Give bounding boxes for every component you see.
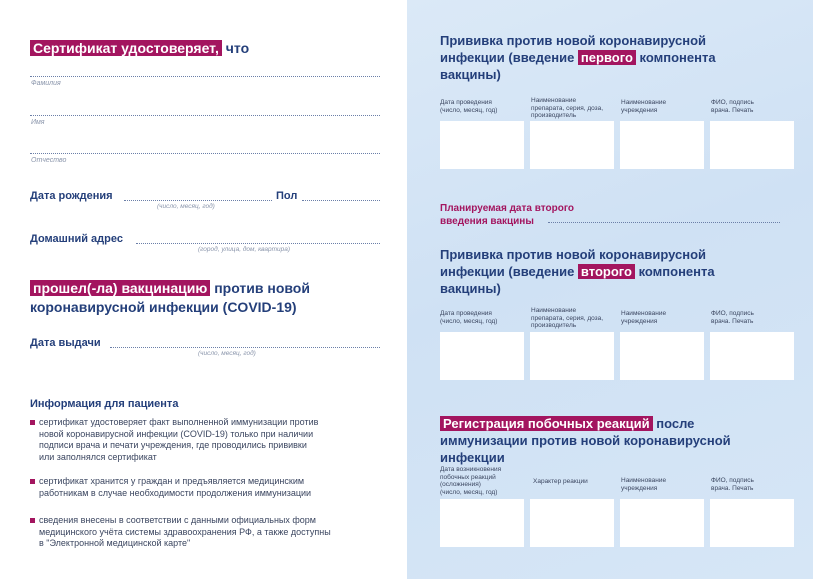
col-line: препарата, серия, доза,	[531, 104, 604, 112]
bullet-square-icon	[30, 518, 35, 523]
second-col-institution-header	[621, 310, 705, 325]
first-institution-cell[interactable]	[620, 121, 704, 169]
side-doctor-cell[interactable]	[710, 499, 794, 547]
first-title-line1: Прививка против новой коронавирусной	[440, 33, 707, 48]
vaccination-line2: коронавирусной инфекции (COVID-19)	[30, 299, 297, 315]
second-title-line3: вакцины)	[440, 281, 501, 296]
first-title-line3: вакцины)	[440, 67, 501, 82]
surname-caption: Фамилия	[31, 80, 61, 87]
planned-second-date	[440, 202, 740, 228]
info-item-3-line1: сведения внесены в соответствии с данными официальных форм	[39, 515, 316, 525]
first-title-pre: инфекции (введение	[440, 50, 578, 65]
patient-info-item	[30, 515, 390, 550]
info-item-1-line3: подписи врача и печати учреждения, где проводились прививки	[39, 440, 307, 450]
planned-line2: введения вакцины	[440, 216, 534, 227]
col-line: Наименование	[621, 99, 667, 106]
certificate-title-highlight: Сертификат удостоверяет,	[30, 40, 222, 56]
side-effects-title-line3: инфекции	[440, 450, 505, 465]
issue-date-hint: (число, месяц, год)	[198, 350, 256, 357]
certificate-title-rest: что	[221, 40, 250, 56]
second-col-drug-header	[531, 307, 615, 330]
col-line: Дата возникновения	[440, 466, 502, 473]
patient-info-item	[30, 417, 390, 463]
address-line[interactable]	[136, 243, 380, 244]
col-line: учреждения	[621, 317, 658, 325]
second-title-line2	[440, 263, 785, 280]
bullet-square-icon	[30, 479, 35, 484]
side-date-cell[interactable]	[440, 499, 524, 547]
second-institution-cell[interactable]	[620, 332, 704, 380]
birth-date-line[interactable]	[124, 200, 272, 201]
side-effects-title-post: после	[652, 416, 695, 431]
second-title-highlight: второго	[578, 264, 635, 279]
planned-date-line[interactable]	[548, 222, 780, 223]
col-line: Характер реакции	[533, 478, 588, 485]
side-institution-cell[interactable]	[620, 499, 704, 547]
col-line: Наименование	[531, 307, 577, 314]
surname-line[interactable]	[30, 76, 380, 77]
col-line: побочных реакций	[440, 473, 496, 481]
info-item-1-line4: или заполнялся сертификат	[39, 451, 157, 462]
side-effects-title-line1	[440, 415, 785, 432]
second-col-date-header	[440, 310, 524, 325]
info-item-1-line1: сертификат удостоверяет факт выполненной иммунизации против	[39, 417, 319, 427]
first-col-doctor-header	[711, 99, 795, 114]
info-item-2-line2: работникам в случае необходимости продолжения иммунизации	[39, 487, 312, 498]
col-line: ФИО, подпись	[711, 310, 754, 317]
first-drug-cell[interactable]	[530, 121, 614, 169]
first-title-highlight: первого	[578, 50, 636, 65]
second-title-post: компонента	[634, 264, 715, 279]
side-col-date-header	[440, 466, 524, 496]
info-item-3-line2: медицинского учёта системы здравоохранения РФ, а также доступны	[39, 526, 331, 537]
patronymic-line[interactable]	[30, 153, 380, 154]
patient-info-item	[30, 476, 390, 499]
info-item-1-line2: новой коронавирусной инфекции (COVID-19) только при наличии	[39, 428, 314, 439]
side-reaction-cell[interactable]	[530, 499, 614, 547]
address-label: Домашний адрес	[30, 233, 123, 245]
info-item-2-line1: сертификат хранится у граждан и предъявляется медицинским	[39, 476, 305, 486]
col-line: Наименование	[621, 477, 667, 484]
birth-date-hint: (число, месяц, год)	[157, 203, 215, 210]
side-effects-title	[440, 415, 785, 466]
col-line: препарата, серия, доза,	[531, 314, 604, 322]
vaccination-statement	[30, 279, 390, 317]
first-title-line2	[440, 49, 785, 66]
col-line: (осложнения)	[440, 481, 481, 488]
second-component-title	[440, 246, 785, 297]
col-line: врача. Печать	[711, 484, 754, 492]
col-line: учреждения	[621, 106, 658, 114]
second-doctor-cell[interactable]	[710, 332, 794, 380]
col-line: производитель	[531, 322, 577, 329]
first-date-cell[interactable]	[440, 121, 524, 169]
bullet-square-icon	[30, 420, 35, 425]
second-date-cell[interactable]	[440, 332, 524, 380]
col-line: ФИО, подпись	[711, 477, 754, 484]
col-line: (число, месяц, год)	[440, 488, 498, 496]
second-title-pre: инфекции (введение	[440, 264, 578, 279]
col-line: Наименование	[621, 310, 667, 317]
issue-date-line[interactable]	[110, 347, 380, 348]
issue-date-label: Дата выдачи	[30, 337, 101, 349]
side-col-doctor-header	[711, 477, 795, 492]
side-effects-title-line2: иммунизации против новой коронавирусной	[440, 433, 731, 448]
vaccination-highlight: прошел(-ла) вакцинацию	[30, 280, 210, 296]
col-line: учреждения	[621, 484, 658, 492]
sex-label: Пол	[276, 190, 298, 202]
first-doctor-cell[interactable]	[710, 121, 794, 169]
first-component-title	[440, 32, 785, 83]
patient-info-title: Информация для пациента	[30, 398, 179, 410]
second-col-doctor-header	[711, 310, 795, 325]
birth-date-label: Дата рождения	[30, 190, 113, 202]
col-line: производитель	[531, 112, 577, 119]
col-line: Дата проведения	[440, 99, 492, 106]
col-line: (число, месяц, год)	[440, 106, 498, 114]
vaccination-line1-rest: против новой	[210, 280, 310, 296]
side-effects-highlight: Регистрация побочных реакций	[440, 416, 653, 431]
info-item-3-line3: в "Электронной медицинской карте"	[39, 538, 191, 548]
first-title-post: компонента	[635, 50, 716, 65]
sex-line[interactable]	[302, 200, 380, 201]
first-col-institution-header	[621, 99, 705, 114]
col-line: врача. Печать	[711, 317, 754, 325]
second-drug-cell[interactable]	[530, 332, 614, 380]
col-line: ФИО, подпись	[711, 99, 754, 106]
name-line[interactable]	[30, 115, 380, 116]
first-col-date-header	[440, 99, 524, 114]
side-col-institution-header	[621, 477, 705, 492]
col-line: (число, месяц, год)	[440, 317, 498, 325]
side-col-reaction-header	[533, 478, 617, 486]
col-line: Наименование	[531, 97, 577, 104]
col-line: врача. Печать	[711, 106, 754, 114]
planned-line1: Планируемая дата второго	[440, 203, 574, 214]
patronymic-caption: Отчество	[31, 157, 67, 164]
certificate-title	[30, 40, 249, 56]
first-col-drug-header	[531, 97, 615, 120]
second-title-line1: Прививка против новой коронавирусной	[440, 247, 707, 262]
address-hint: (город, улица, дом, квартира)	[198, 246, 291, 253]
name-caption: Имя	[31, 119, 45, 126]
col-line: Дата проведения	[440, 310, 492, 317]
